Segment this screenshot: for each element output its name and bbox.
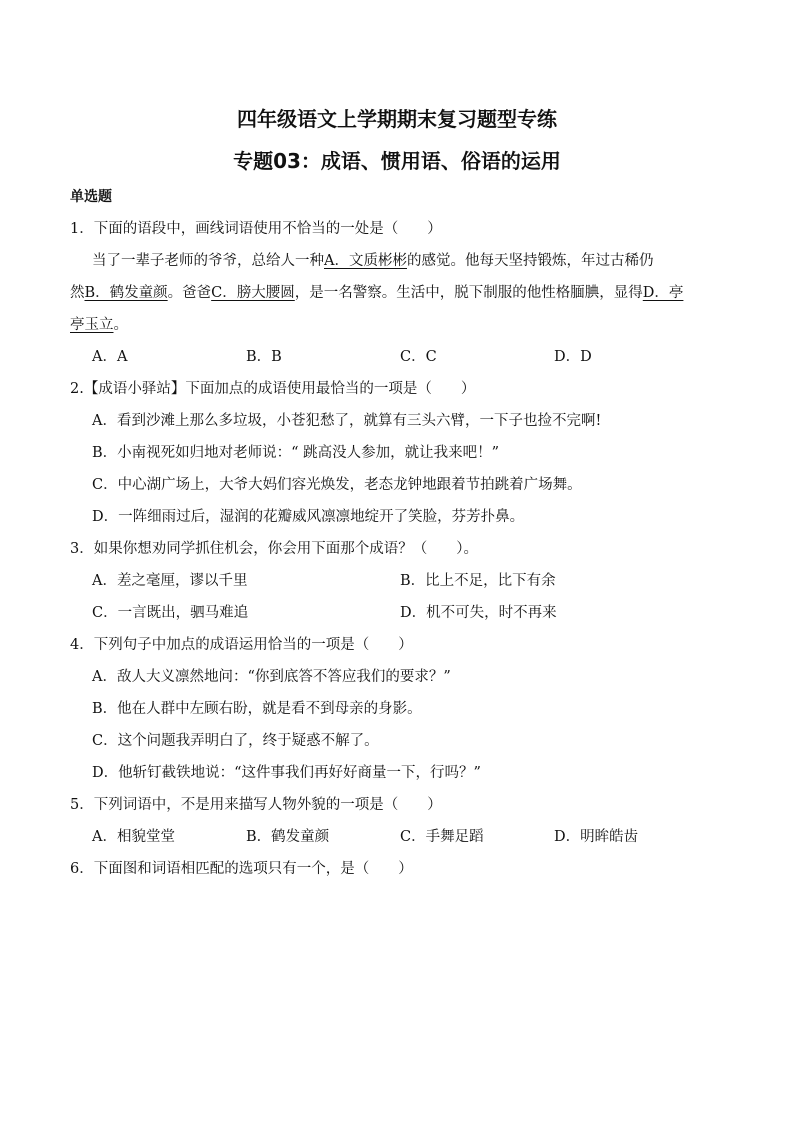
question-4-option-a[interactable]: A．敌人大义凛然地问：“你到底答不答应我们的要求？” — [92, 669, 451, 685]
question-2-option-d[interactable]: D．一阵细雨过后，湿润的花瓣威风凛凛地绽开了笑脸，芬芳扑鼻。 — [92, 509, 525, 525]
underlined-option-d: D．亭 — [642, 285, 684, 301]
question-2-option-b[interactable]: B．小南视死如归地对老师说：“ 跳高没人参加，就让我来吧！” — [92, 445, 500, 461]
question-3-stem: 3．如果你想劝同学抓住机会，你会用下面那个成语？（ ）。 — [70, 541, 478, 557]
question-2-option-c[interactable]: C．中心湖广场上，大爷大妈们容光焕发，老态龙钟地跟着节拍跳着广场舞。 — [92, 477, 582, 493]
question-1-stem: 1．下面的语段中，画线词语使用不恰当的一处是（ ） — [70, 221, 442, 237]
underlined-option-b: B．鹤发童颜 — [84, 285, 168, 301]
page-title: 四年级语文上学期期末复习题型专练 — [237, 107, 557, 131]
passage-text: 。爸爸 — [167, 285, 212, 301]
question-4-option-d[interactable]: D．他斩钉截铁地说：“这件事我们再好好商量一下，行吗？” — [92, 765, 481, 781]
question-3-option-a[interactable]: A．差之毫厘，谬以千里 — [92, 573, 248, 589]
question-1-option-a[interactable]: A．A — [92, 349, 128, 365]
section-heading: 单选题 — [70, 189, 112, 205]
question-1-option-c[interactable]: C．C — [400, 349, 437, 365]
underlined-option-c: C．膀大腰圆 — [211, 285, 295, 301]
underlined-option-a: A．文质彬彬 — [324, 253, 407, 269]
question-5-option-d[interactable]: D．明眸皓齿 — [554, 829, 639, 845]
question-4-stem: 4．下列句子中加点的成语运用恰当的一项是（ ） — [70, 637, 413, 653]
question-1-passage-line-1 — [92, 249, 653, 270]
question-1-option-d[interactable]: D．D — [554, 349, 592, 365]
question-5-option-c[interactable]: C．手舞足蹈 — [400, 829, 484, 845]
question-5-option-a[interactable]: A．相貌堂堂 — [92, 829, 175, 845]
passage-text: 。 — [113, 317, 128, 333]
underlined-option-d-cont: 亭玉立 — [70, 317, 114, 333]
question-5-option-b[interactable]: B．鹤发童颜 — [246, 829, 330, 845]
question-5-stem: 5．下列词语中，不是用来描写人物外貌的一项是（ ） — [70, 797, 442, 813]
passage-text: 当了一辈子老师的爷爷，总给人一种 — [92, 253, 324, 269]
passage-text: ，是一名警察。生活中，脱下制服的他性格腼腆，显得 — [294, 285, 643, 301]
question-4-option-c[interactable]: C．这个问题我弄明白了，终于疑惑不解了。 — [92, 733, 379, 749]
passage-text: 的感觉。他每天坚持锻炼，年过古稀仍 — [406, 253, 654, 269]
question-3-option-d[interactable]: D．机不可失，时不再来 — [400, 605, 557, 621]
question-3-option-c[interactable]: C．一言既出，驷马难追 — [92, 605, 249, 621]
question-1-option-b[interactable]: B．B — [246, 349, 282, 365]
question-4-option-b[interactable]: B．他在人群中左顾右盼，就是看不到母亲的身影。 — [92, 701, 422, 717]
question-3-option-b[interactable]: B．比上不足，比下有余 — [400, 573, 556, 589]
passage-text: 然 — [70, 285, 85, 301]
question-2-option-a[interactable]: A．看到沙滩上那么多垃圾，小苍犯愁了，就算有三头六臂，一下子也捡不完啊! — [92, 413, 602, 429]
question-1-passage-line-2 — [70, 281, 683, 302]
question-6-stem: 6．下面图和词语相匹配的选项只有一个，是（ ） — [70, 861, 413, 877]
question-1-passage-line-3 — [70, 313, 128, 334]
question-2-stem: 2.【成语小驿站】下面加点的成语使用最恰当的一项是（ ） — [70, 381, 476, 397]
page-subtitle: 专题03：成语、惯用语、俗语的运用 — [233, 149, 561, 173]
